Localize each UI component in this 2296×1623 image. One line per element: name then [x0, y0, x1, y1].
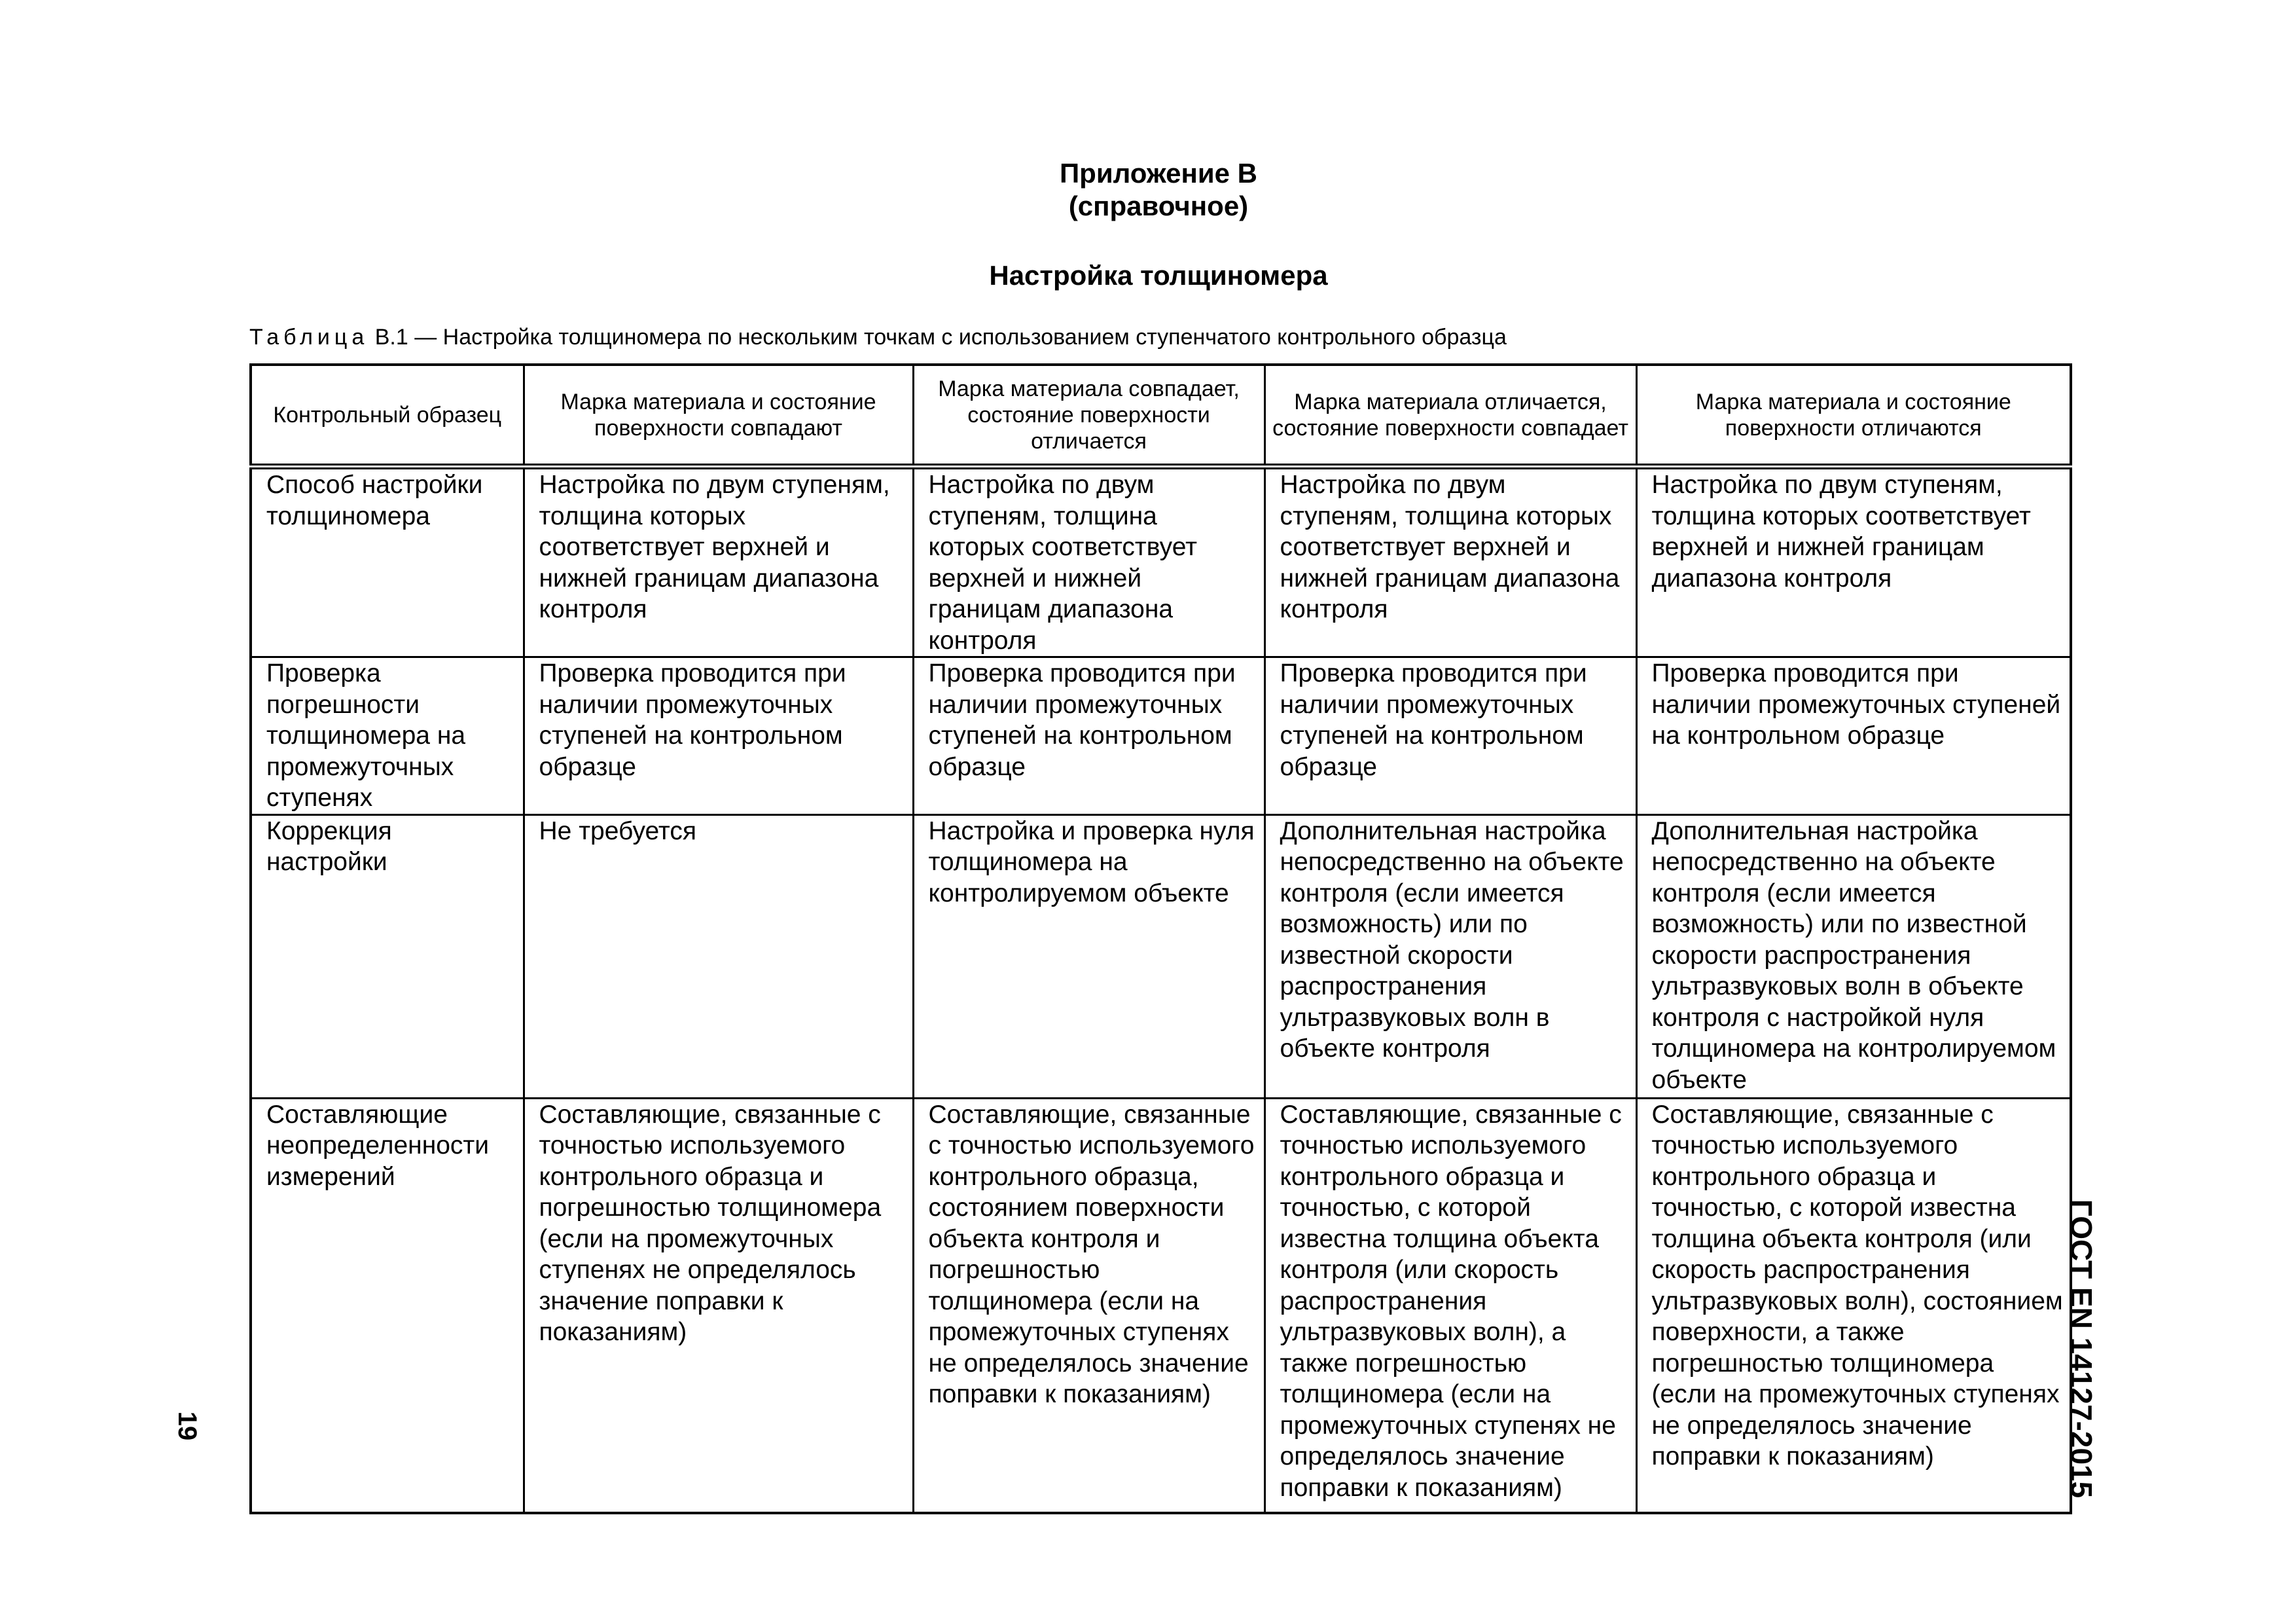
table-header-cell: Марка материала отличается, состояние поверхности совпадает — [1265, 365, 1636, 467]
table-header-cell: Марка материала совпадает, состояние поверхности отличается — [913, 365, 1265, 467]
table-header-cell: Марка материала и состояние поверхности отличаются — [1636, 365, 2071, 467]
appendix-title — [1028, 157, 1289, 223]
table-header-cell: Контрольный образец — [251, 365, 524, 467]
section-title: Настройка толщиномера — [989, 260, 1328, 291]
table-cell: Проверка проводится при наличии промежуточных ступеней на контрольном образце — [913, 657, 1265, 815]
table-cell: Дополнительная настройка непосредственно на объекте контроля (если имеется возможность) или по известной скорости распространения ультразвуковых волн в объекте контроля — [1265, 814, 1636, 1098]
table-cell: Проверка проводится при наличии промежуточных ступеней на контрольном образце — [1636, 657, 2071, 815]
table-cell: Проверка проводится при наличии промежуточных ступеней на контрольном образце — [524, 657, 913, 815]
settings-table — [249, 363, 2072, 1514]
table-cell: Не требуется — [524, 814, 913, 1098]
table-cell: Настройка и проверка нуля толщиномера на контролируемом объекте — [913, 814, 1265, 1098]
table-cell: Дополнительная настройка непосредственно на объекте контроля (если имеется возможность) или по известной скорости распространения ультразвуковых волн в объекте контроля с настройкой нуля толщиномера на контролируемом объекте — [1636, 814, 2071, 1098]
table-header-cell: Марка материала и состояние поверхности совпадают — [524, 365, 913, 467]
row-label: Способ настройки толщиномера — [251, 467, 524, 657]
row-label: Коррекция настройки — [251, 814, 524, 1098]
table-cell: Составляющие, связанные с точностью используемого контрольного образца и погрешностью толщиномера (если на промежуточных ступенях не определялось значение поправки к показаниям) — [524, 1098, 913, 1513]
page-number: 19 — [173, 1411, 202, 1441]
table-row — [251, 657, 2071, 815]
table-cell: Настройка по двум ступеням, толщина которых соответствует верхней и нижней границам диапазона контроля — [1636, 467, 2071, 657]
table-cell: Проверка проводится при наличии промежуточных ступеней на контрольном образце — [1265, 657, 1636, 815]
row-label: Составляющие неопределенности измерений — [251, 1098, 524, 1513]
table-cell: Составляющие, связанные с точностью используемого контрольного образца, состоянием поверхности объекта контроля и погрешностью толщиномера (если на промежуточных ступенях не определялось значение поправки к показаниям) — [913, 1098, 1265, 1513]
row-label: Проверка погрешности толщиномера на промежуточных ступенях — [251, 657, 524, 815]
table-row — [251, 814, 2071, 1098]
table-cell: Составляющие, связанные с точностью используемого контрольного образца и точностью, с которой известна толщина объекта контроля (или скорость распространения ультразвуковых волн), состоянием поверхности, а также погрешностью толщиномера (если на промежуточных ступенях не определялось значение поправки к показаниям) — [1636, 1098, 2071, 1513]
appendix-title-line2: (справочное) — [1068, 191, 1249, 221]
table-cell: Настройка по двум ступеням, толщина которых соответствует верхней и нижней границам диапазона контроля — [1265, 467, 1636, 657]
table-caption-prefix: Таблица — [249, 325, 369, 350]
appendix-title-line1: Приложение В — [1059, 158, 1258, 189]
table-cell: Составляющие, связанные с точностью используемого контрольного образца и точностью, с которой известна толщина объекта контроля (или скорость распространения ультразвуковых волн), а также погрешностью толщиномера (если на промежуточных ступенях не определялось значение поправки к показаниям) — [1265, 1098, 1636, 1513]
table-row — [251, 1098, 2071, 1513]
table-cell: Настройка по двум ступеням, толщина которых соответствует верхней и нижней границам диапазона контроля — [913, 467, 1265, 657]
table-row — [251, 467, 2071, 657]
table-header-row — [251, 365, 2071, 467]
table-caption — [249, 323, 2082, 352]
table-caption-text: В.1 — Настройка толщиномера по нескольким точкам с использованием ступенчатого контрольного образца — [368, 325, 1507, 350]
table-cell: Настройка по двум ступеням, толщина которых соответствует верхней и нижней границам диапазона контроля — [524, 467, 913, 657]
document-code: ГОСТ EN 14127-2015 — [2064, 1199, 2098, 1499]
